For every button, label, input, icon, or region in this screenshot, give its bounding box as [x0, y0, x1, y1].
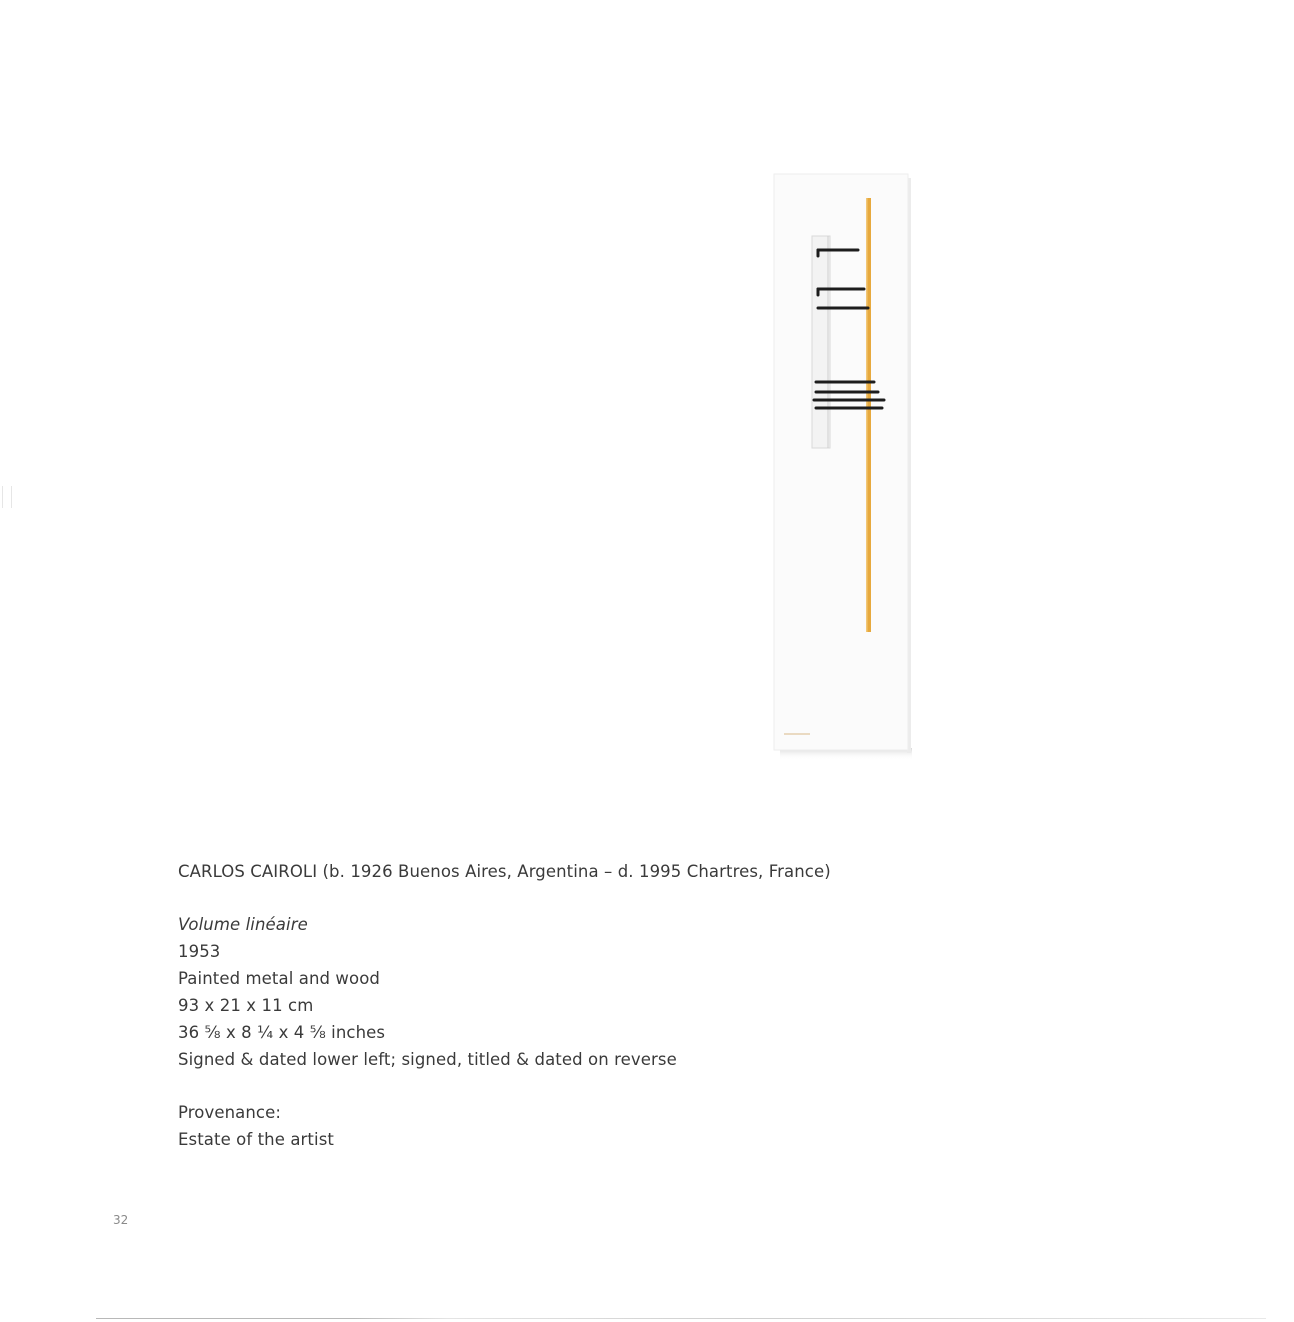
artwork-year: 1953 [178, 942, 221, 961]
spacer [178, 885, 1078, 911]
provenance-value: Estate of the artist [178, 1130, 334, 1149]
white-strip [812, 236, 830, 448]
provenance-label: Provenance: [178, 1103, 282, 1122]
orange-rod-highlight [866, 198, 868, 632]
artist-line: CARLOS CAIROLI (b. 1926 Buenos Aires, Argentina – d. 1995 Chartres, France) [178, 862, 831, 881]
artwork-caption [178, 858, 1078, 1153]
dimensions-inches: 36 ⅝ x 8 ¼ x 4 ⅝ inches [178, 1023, 386, 1042]
inscription-note: Signed & dated lower left; signed, titled & dated on reverse [178, 1050, 677, 1069]
artwork-illustration [770, 170, 920, 770]
dimensions-cm: 93 x 21 x 11 cm [178, 996, 314, 1015]
artwork-image [770, 170, 920, 770]
spacer [178, 1073, 1078, 1099]
mounting-panel [774, 174, 908, 750]
artwork-medium: Painted metal and wood [178, 969, 380, 988]
scan-edge-mark [2, 486, 12, 508]
bottom-edge-line [96, 1318, 1266, 1319]
page-number: 32 [113, 1213, 129, 1227]
artwork-title: Volume linéaire [178, 915, 308, 934]
